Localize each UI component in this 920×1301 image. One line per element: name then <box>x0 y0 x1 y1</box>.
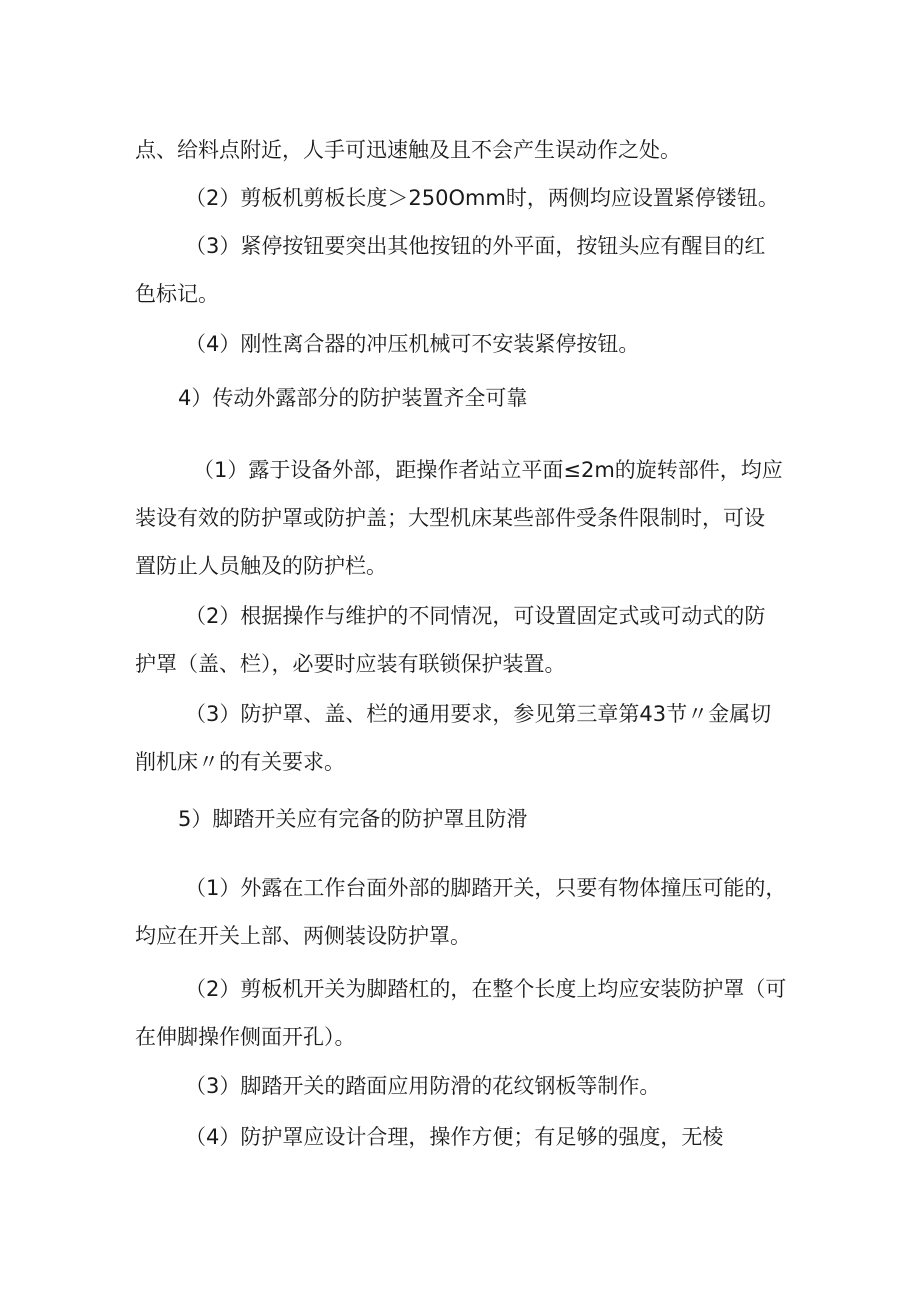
paragraph-item-3 <box>0 222 920 318</box>
text-line: （1）外露在工作台面外部的脚踏开关，只要有物体撞压可能的， <box>185 876 787 900</box>
paragraph-item-4 <box>0 320 920 368</box>
text-line: 削机床〃的有关要求。 <box>135 750 345 774</box>
text-line: （4）防护罩应设计合理，操作方便；有足够的强度，无棱 <box>185 1125 724 1149</box>
text-line: 装设有效的防护罩或防护盖；大型机床某些部件受条件限制时，可设 <box>135 506 765 530</box>
paragraph-s5-item-2 <box>0 965 920 1061</box>
text-line: （2）剪板机剪板长度＞250Omm时，两侧均应设置紧停镂钮。 <box>185 186 779 210</box>
text-line: （4）刚性离合器的冲压机械可不安装紧停按钮。 <box>185 332 640 356</box>
paragraph-item-2 <box>0 174 920 222</box>
paragraph-s5-item-3 <box>0 1062 920 1110</box>
heading-text: 4）传动外露部分的防护装置齐全可靠 <box>178 386 528 410</box>
paragraph-s5-item-1 <box>0 864 920 960</box>
text-line: （3）脚踏开关的踏面应用防滑的花纹钢板等制作。 <box>185 1074 661 1098</box>
text-line: （3）紧停按钮要突出其他按钮的外平面，按钮头应有醒目的红 <box>185 234 766 258</box>
text-line: （3）防护罩、盖、栏的通用要求，参见第三章第43节〃金属切 <box>185 702 772 726</box>
text-line: 置防止人员触及的防护栏。 <box>135 554 387 578</box>
text-line: 护罩（盖、栏），必要时应装有联锁保护装置。 <box>135 652 566 676</box>
paragraph-s4-item-1 <box>0 446 920 590</box>
section-heading-4 <box>0 374 920 422</box>
heading-text: 5）脚踏开关应有完备的防护罩且防滑 <box>178 807 528 831</box>
text-line: （2）根据操作与维护的不同情况，可设置固定式或可动式的防 <box>185 604 766 628</box>
paragraph-s5-item-4 <box>0 1113 920 1161</box>
text-line: （2）剪板机开关为脚踏杠的，在整个长度上均应安装防护罩（可 <box>185 977 787 1001</box>
text-line: 色标记。 <box>135 282 219 306</box>
paragraph-s4-item-3 <box>0 690 920 786</box>
text-line: 点、给料点附近，人手可迅速触及且不会产生误动作之处。 <box>135 138 681 162</box>
paragraph-s4-item-2 <box>0 592 920 688</box>
text-line: 在伸脚操作侧面开孔）。 <box>135 1025 356 1049</box>
section-heading-5 <box>0 795 920 843</box>
text-line: 均应在开关上部、两侧装设防护罩。 <box>135 924 471 948</box>
paragraph-continuation <box>0 126 920 174</box>
text-line: （1）露于设备外部，距操作者站立平面≤2m的旋转部件，均应 <box>193 458 783 482</box>
